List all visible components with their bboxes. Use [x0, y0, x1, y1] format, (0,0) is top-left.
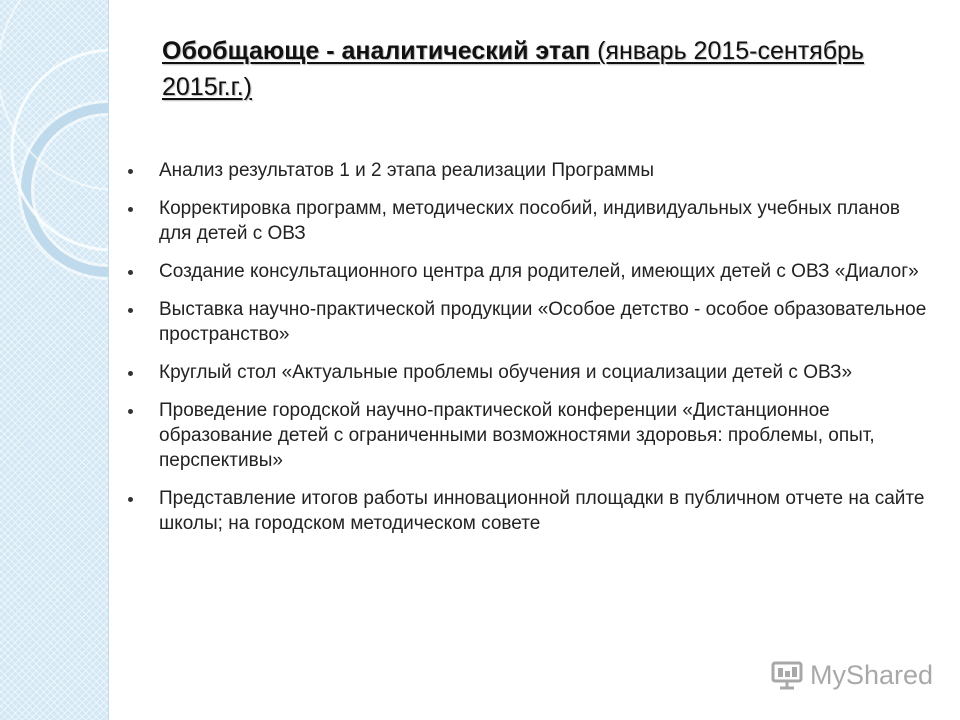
bullet-icon [128, 497, 133, 502]
watermark-text: MyShared [810, 659, 934, 690]
list-item-text: Круглый стол «Актуальные проблемы обучения и социализации детей с ОВЗ» [159, 362, 853, 383]
list-item-text: Представление итогов работы инновационной площадки в публичном отчете на сайте школы; на городском методическом совете [159, 488, 925, 534]
myshared-watermark [770, 655, 933, 695]
list-item [128, 196, 928, 246]
presentation-screen-icon [770, 658, 804, 692]
bullet-icon [128, 371, 133, 376]
bullet-icon [128, 409, 133, 414]
list-item-text: Анализ результатов 1 и 2 этапа реализации Программы [159, 160, 655, 181]
bullet-icon [128, 169, 133, 174]
list-item [128, 297, 928, 347]
bullet-list [128, 158, 928, 549]
list-item-text: Проведение городской научно-практической конференции «Дистанционное образование детей с ограниченными возможностями здоровья: проблемы, опыт, перспективы» [159, 400, 875, 471]
slide-title-bold: Обобщающе - аналитический этап [162, 37, 598, 65]
list-item [128, 158, 928, 183]
list-item [128, 259, 928, 284]
bullet-icon [128, 270, 133, 275]
decorative-sidebar [0, 0, 109, 720]
list-item [128, 398, 928, 473]
slide-title-dates: (январь 2015-сентябрь 2015г.г.) [162, 37, 864, 101]
list-item-text: Выставка научно-практической продукции «Особое детство - особое образовательное пространство» [159, 299, 927, 345]
list-item [128, 360, 928, 385]
bullet-icon [128, 207, 133, 212]
list-item-text: Создание консультационного центра для родителей, имеющих детей с ОВЗ «Диалог» [159, 261, 919, 282]
bullet-icon [128, 308, 133, 313]
list-item-text: Корректировка программ, методических пособий, индивидуальных учебных планов для детей с ОВЗ [159, 198, 900, 244]
decorative-rings [0, 0, 108, 720]
list-item [128, 486, 928, 536]
slide-title [162, 33, 902, 105]
